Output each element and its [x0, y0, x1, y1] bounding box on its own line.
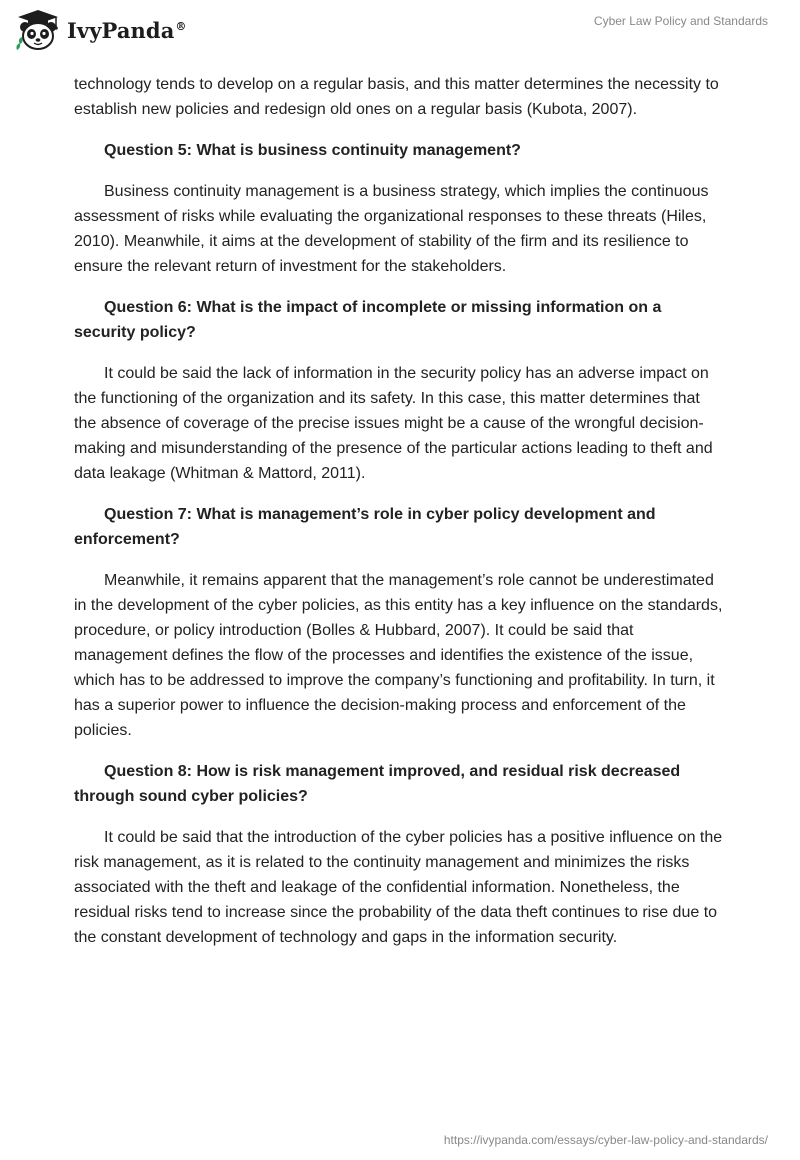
question-5-heading: Question 5: What is business continuity management?	[104, 142, 521, 159]
document-title: Cyber Law Policy and Standards	[593, 14, 768, 28]
page-header	[0, 0, 800, 60]
registered-mark: ®	[175, 19, 187, 33]
question-7-heading: Question 7: What is management’s role in cyber policy development and enforcement?	[74, 506, 656, 548]
brand-name: IvyPanda®	[67, 17, 187, 43]
answer-8-paragraph: It could be said that the introduction of the cyber policies has a positive influence on the risk management, as it is related to the continuity management and minimizes the risks associated with the theft and leakage of the confidential information. Nonetheless, the residual risks tend to increase since the probability of the data theft continues to rise due to the constant development of technology and gaps in the information security.	[74, 829, 723, 946]
answer-5-paragraph: Business continuity management is a business strategy, which implies the continuous assessment of risks while evaluating the organizational responses to these threats (Hiles, 2010). Meanwhile, it aims at the development of stability of the firm and its resilience to ensure the relevant return of investment for the stakeholders.	[74, 183, 709, 275]
source-url-link[interactable]: https://ivypanda.com/essays/cyber-law-policy-and-standards/	[443, 1133, 768, 1147]
answer-7-paragraph: Meanwhile, it remains apparent that the management’s role cannot be underestimated in the development of the cyber policies, as this entity has a key influence on the standards, procedure, or policy introduction (Bolles & Hubbard, 2007). It could be said that management defines the flow of the processes and identifies the existence of the issue, which has to be addressed to improve the company’s functioning and profitability. In turn, it has a superior power to influence the decision-making process and enforcement of the policies.	[74, 572, 723, 739]
essay-content	[74, 72, 724, 966]
question-8-heading: Question 8: How is risk management improved, and residual risk decreased through sound cyber policies?	[74, 763, 681, 805]
question-6-heading: Question 6: What is the impact of incomplete or missing information on a security policy?	[74, 299, 662, 341]
answer-6-paragraph: It could be said the lack of information in the security policy has an adverse impact on the functioning of the organization and its safety. In this case, this matter determines that the absence of coverage of the precise issues might be a cause of the wrongful decision-making and misunderstanding of the presence of the particular actions leading to theft and data leakage (Whitman & Mattord, 2011).	[74, 365, 713, 482]
paragraph-continuation: technology tends to develop on a regular basis, and this matter determines the necessity to establish new policies and redesign old ones on a regular basis (Kubota, 2007).	[74, 76, 719, 118]
ivypanda-logo[interactable]	[14, 8, 187, 52]
panda-graduate-icon	[14, 8, 62, 52]
